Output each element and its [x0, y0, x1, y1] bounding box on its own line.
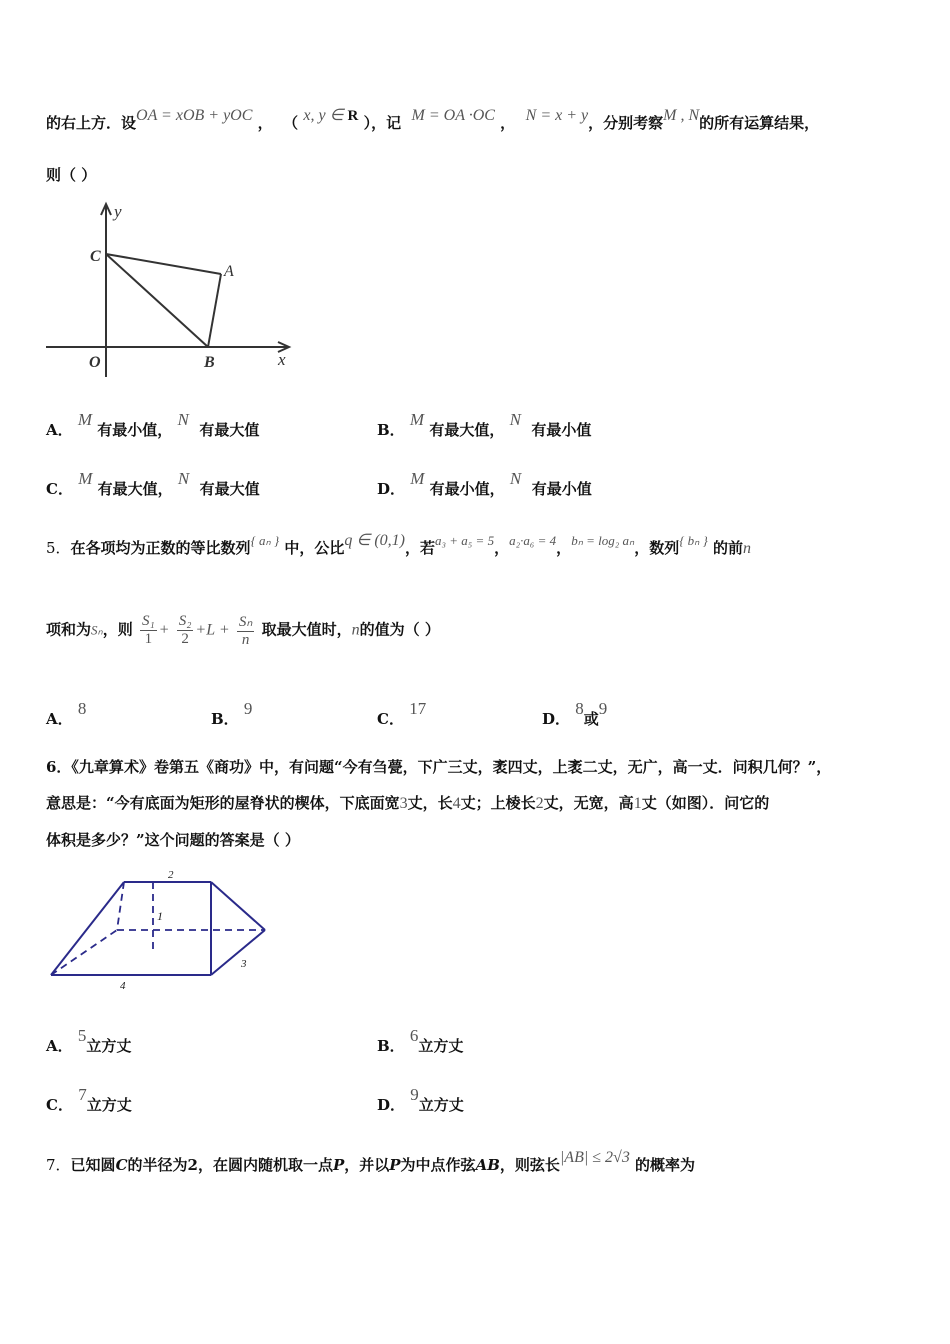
q6-option-c[interactable]: C． 7立方丈: [46, 1085, 132, 1114]
q6-option-b[interactable]: B． 6立方丈: [377, 1026, 464, 1055]
fraction-sn: $\frac{\text{Sₙ}}{n}$: [238, 614, 253, 648]
q6-figure: [40, 865, 280, 995]
label-height: 1: [157, 909, 163, 923]
fraction-s2: $\frac{\text{S₂}}{2}$: [178, 613, 192, 647]
eq-n: N = x + y: [525, 107, 589, 124]
label-b: B: [204, 354, 215, 371]
right-slant-bottom: [211, 930, 265, 975]
label-top: 2: [168, 869, 174, 881]
q5-option-b[interactable]: B． 9: [211, 699, 253, 728]
label-x: x: [278, 350, 286, 369]
q4-option-c[interactable]: C． M 有最大值， N 有最大值: [46, 469, 260, 498]
right-slant-top: [211, 882, 265, 930]
eq-oa: OA = xOB + yOC: [136, 107, 253, 124]
label-c: C: [90, 248, 101, 265]
q5-option-c[interactable]: C． 17: [377, 699, 427, 728]
q5-option-d[interactable]: D． 8或9: [542, 699, 608, 728]
q7-line1: 7．已知圆C的半径为2，在圆内随机取一点P，并以P为中点作弦AB，则弦长|AB| ≤ 2√3 的概率为: [46, 1149, 696, 1174]
q4-option-b[interactable]: B． M 有最大值， N 有最小值: [377, 410, 592, 439]
label-o: O: [89, 354, 101, 371]
q4-line2: 则（ ）: [46, 166, 97, 184]
segment-ab: [208, 274, 221, 347]
q4-figure: [40, 195, 300, 385]
label-bottom: 4: [120, 980, 126, 992]
q6-line3: 体积是多少？”这个问题的答案是（ ）: [46, 831, 300, 849]
eq-m: M = OA ·OC: [411, 107, 495, 124]
q6-line1: 6．《九章算术》卷第五《商功》中，有问题“今有刍甍，下广三丈，袤四丈，上袤二丈，无广，高一丈．问积几何？”，: [46, 758, 832, 776]
inequality: |AB| ≤ 2√3: [559, 1149, 630, 1166]
hidden-back-left: [51, 930, 117, 975]
q5-line2: 项和为Sₙ，则 $\frac{\text{S₁}}{1}$ + $\frac{\text{S₂}}{2}$ +L + $\frac{\text{Sₙ}}{n}$ 取最大值时，n的值为（ ）: [46, 613, 440, 648]
label-a: A: [224, 263, 234, 280]
q4-line1: 的右上方．设OA = xOB + yOC ， （ x, y ∈ R ），记 M = OA ·OC ， N = x + y，分别考察M , N的所有运算结果，: [46, 107, 820, 132]
q4-option-a[interactable]: A． M 有最小值， N 有最大值: [46, 410, 260, 439]
fraction-s1: $\frac{\text{S₁}}{1}$: [141, 613, 155, 647]
q5-line1: 5．在各项均为正数的等比数列{ aₙ } 中，公比q ∈ (0,1)，若a₃ + a₅ = 5，a₂·a₆ = 4，bₙ = log₂ aₙ，数列{ bₙ } 的前n: [46, 532, 752, 557]
segment-cb: [106, 254, 208, 347]
label-y: y: [114, 202, 122, 221]
q6-option-a[interactable]: A． 5立方丈: [46, 1026, 132, 1055]
q6-option-d[interactable]: D． 9立方丈: [377, 1085, 464, 1114]
q6-line2: 意思是：“今有底面为矩形的屋脊状的楔体，下底面宽3丈，长4丈；上棱长2丈，无宽，高1丈（如图）．问它的: [46, 794, 770, 812]
label-side: 3: [241, 958, 247, 970]
q5-option-a[interactable]: A． 8: [46, 699, 87, 728]
left-slant: [51, 882, 124, 975]
q4-option-d[interactable]: D． M 有最小值， N 有最小值: [377, 469, 592, 498]
